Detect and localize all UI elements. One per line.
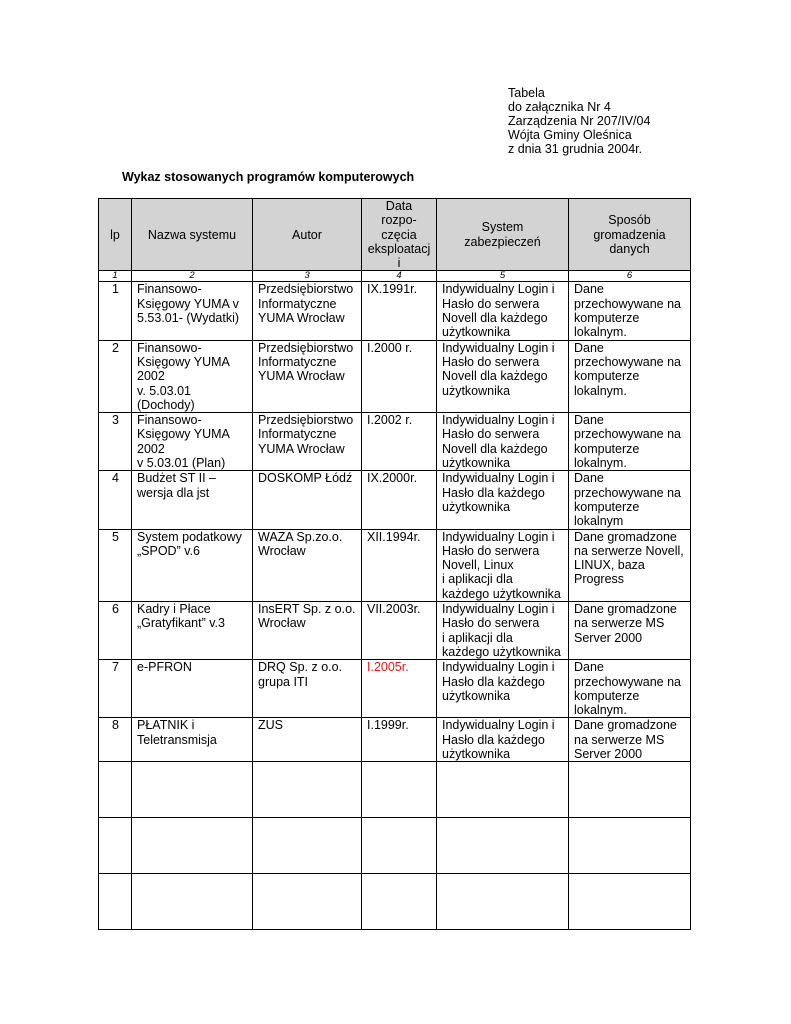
column-header-security — [437, 199, 569, 271]
cell-text: v. 5.03.01 — [137, 383, 191, 398]
cell-text: (Dochody) — [137, 397, 195, 412]
empty-cell — [132, 762, 253, 818]
cell-system-name — [132, 413, 253, 471]
empty-cell — [132, 818, 253, 874]
cell-security — [437, 413, 569, 471]
cell-text: Dane — [574, 282, 604, 297]
cell-author — [253, 471, 362, 529]
cell-text: Hasło do serwera — [442, 296, 540, 311]
cell-start-date — [362, 413, 437, 471]
empty-cell — [437, 762, 569, 818]
cell-text: IX.2000r. — [367, 471, 418, 486]
cell-text: Server 2000 — [574, 746, 643, 761]
cell-text: komputerze — [574, 311, 640, 326]
cell-text: lokalnym. — [574, 456, 627, 471]
cell-text: Hasło do serwera — [442, 354, 540, 369]
cell-start-date — [362, 718, 437, 762]
cell-lp — [99, 340, 132, 412]
cell-text: Novell dla każdego — [442, 369, 548, 384]
cell-text: Dane gromadzone — [574, 718, 677, 733]
empty-cell — [569, 818, 691, 874]
cell-lp — [99, 602, 132, 660]
cell-text: Księgowy YUMA — [137, 354, 230, 369]
cell-storage — [569, 718, 691, 762]
cell-text: ZUS — [258, 718, 283, 733]
cell-text: IX.1991r. — [367, 282, 418, 297]
empty-cell — [437, 874, 569, 930]
cell-text: Teletransmisja — [137, 732, 217, 747]
empty-row — [99, 762, 691, 818]
programs-table — [98, 198, 691, 930]
cell-text: Novell dla każdego — [442, 311, 548, 326]
cell-text: Dane — [574, 413, 604, 428]
cell-system-name — [132, 602, 253, 660]
cell-text: Kadry i Płace — [137, 602, 211, 617]
cell-text: Novell, Linux — [442, 558, 514, 573]
cell-text: przechowywane na — [574, 674, 682, 689]
empty-cell — [362, 818, 437, 874]
empty-row — [99, 818, 691, 874]
cell-text: Indywidualny Login i — [442, 660, 555, 675]
cell-text: 6 — [112, 602, 119, 617]
cell-text: komputerze — [574, 369, 640, 384]
cell-start-date — [362, 340, 437, 412]
cell-system-name — [132, 529, 253, 601]
cell-security — [437, 718, 569, 762]
cell-text: na serwerze MS — [574, 616, 665, 631]
column-header-name — [132, 199, 253, 271]
cell-text: LINUX, baza — [574, 558, 645, 573]
cell-text: i aplikacji dla — [442, 572, 513, 587]
cell-text: na serwerze MS — [574, 732, 665, 747]
cell-text: przechowywane na — [574, 427, 682, 442]
cell-text: Progress — [574, 572, 625, 587]
cell-start-date — [362, 602, 437, 660]
cell-text: Hasło do serwera — [442, 427, 540, 442]
cell-text: na serwerze Novell, — [574, 543, 684, 558]
cell-text: DOSKOMP Łódź — [258, 471, 353, 486]
empty-cell — [253, 762, 362, 818]
header-line: z dnia 31 grudnia 2004r. — [508, 142, 643, 156]
cell-text: System podatkowy — [137, 529, 242, 544]
cell-start-date — [362, 282, 437, 340]
cell-security — [437, 282, 569, 340]
cell-text: Informatyczne — [258, 296, 337, 311]
cell-security — [437, 340, 569, 412]
cell-text: Przedsiębiorstwo — [258, 340, 354, 355]
header-text: częcia — [381, 227, 417, 242]
column-number: 1 — [99, 271, 132, 282]
cell-system-name — [132, 282, 253, 340]
header-line: Wójta Gminy Oleśnica — [508, 128, 632, 142]
cell-text: I.2005r. — [367, 660, 409, 675]
empty-cell — [569, 762, 691, 818]
cell-lp — [99, 413, 132, 471]
cell-text: Hasło dla każdego — [442, 485, 545, 500]
empty-cell — [99, 818, 132, 874]
empty-cell — [99, 762, 132, 818]
cell-lp — [99, 718, 132, 762]
cell-text: Indywidualny Login i — [442, 529, 555, 544]
header-text: Sposób — [608, 213, 651, 228]
header-text: eksploatacj — [367, 241, 431, 256]
cell-author — [253, 718, 362, 762]
cell-start-date — [362, 660, 437, 718]
column-header-storage — [569, 199, 691, 271]
cell-text: Indywidualny Login i — [442, 471, 555, 486]
cell-storage — [569, 660, 691, 718]
document-title: Wykaz stosowanych programów komputerowych — [122, 170, 415, 184]
cell-system-name — [132, 471, 253, 529]
cell-text: Finansowo- — [137, 282, 202, 297]
cell-storage — [569, 340, 691, 412]
cell-text: Księgowy YUMA v — [137, 296, 239, 311]
cell-text: Dane — [574, 660, 604, 675]
cell-text: każdego użytkownika — [442, 586, 561, 601]
table-row — [99, 413, 691, 471]
cell-text: użytkownika — [442, 746, 511, 761]
table-row — [99, 340, 691, 412]
cell-text: DRQ Sp. z o.o. — [258, 660, 343, 675]
column-number: 5 — [437, 271, 569, 282]
cell-text: YUMA Wrocław — [258, 369, 345, 384]
header-text: Nazwa systemu — [147, 227, 237, 242]
cell-text: Finansowo- — [137, 340, 202, 355]
empty-row — [99, 874, 691, 930]
table-header — [99, 199, 691, 282]
empty-cell — [253, 818, 362, 874]
cell-system-name — [132, 660, 253, 718]
cell-text: 2002 — [137, 441, 165, 456]
table-row — [99, 282, 691, 340]
header-row — [99, 199, 691, 271]
cell-text: użytkownika — [442, 499, 511, 514]
cell-text: WAZA Sp.zo.o. — [258, 529, 343, 544]
cell-text: Informatyczne — [258, 427, 337, 442]
cell-text: VII.2003r. — [367, 602, 421, 617]
cell-text: Novell dla każdego — [442, 441, 548, 456]
cell-text: PŁATNIK i — [137, 718, 195, 733]
cell-text: 2002 — [137, 369, 165, 384]
cell-lp — [99, 471, 132, 529]
table-row — [99, 660, 691, 718]
cell-text: komputerze — [574, 499, 640, 514]
column-number-row — [99, 271, 691, 282]
column-number: 2 — [132, 271, 253, 282]
cell-text: Dane — [574, 340, 604, 355]
cell-security — [437, 471, 569, 529]
empty-cell — [362, 762, 437, 818]
cell-text: każdego użytkownika — [442, 644, 561, 659]
header-text: Autor — [292, 227, 322, 242]
cell-security — [437, 602, 569, 660]
header-line: Zarządzenia Nr 207/IV/04 — [508, 114, 651, 128]
cell-text: lokalnym. — [574, 703, 627, 718]
cell-lp — [99, 282, 132, 340]
header-text: i — [397, 256, 401, 271]
cell-text: i aplikacji dla — [442, 630, 513, 645]
cell-text: przechowywane na — [574, 485, 682, 500]
cell-author — [253, 602, 362, 660]
cell-text: Wrocław — [258, 616, 306, 631]
cell-text: e-PFRON — [137, 660, 192, 675]
cell-text: 5 — [112, 529, 119, 544]
cell-text: 2 — [112, 340, 119, 355]
cell-text: Indywidualny Login i — [442, 282, 555, 297]
table-body — [99, 282, 691, 930]
cell-storage — [569, 282, 691, 340]
cell-text: Budżet ST II – — [137, 471, 216, 486]
cell-system-name — [132, 718, 253, 762]
cell-text: lokalnym. — [574, 325, 627, 340]
table-row — [99, 529, 691, 601]
empty-cell — [437, 818, 569, 874]
empty-cell — [362, 874, 437, 930]
cell-text: 5.53.01- (Wydatki) — [137, 311, 240, 326]
cell-security — [437, 529, 569, 601]
cell-system-name — [132, 340, 253, 412]
cell-text: I.2002 r. — [367, 413, 413, 428]
empty-cell — [253, 874, 362, 930]
cell-text: InsERT Sp. z o.o. — [258, 602, 356, 617]
header-text: zabezpieczeń — [464, 234, 541, 249]
cell-text: Finansowo- — [137, 413, 202, 428]
cell-text: Indywidualny Login i — [442, 718, 555, 733]
cell-start-date — [362, 471, 437, 529]
cell-text: Dane — [574, 471, 604, 486]
table-row — [99, 718, 691, 762]
cell-text: Hasło dla każdego — [442, 674, 545, 689]
header-text: Data — [385, 199, 413, 213]
column-number: 6 — [569, 271, 691, 282]
cell-text: przechowywane na — [574, 354, 682, 369]
cell-text: I.1999r. — [367, 718, 409, 733]
table-row — [99, 602, 691, 660]
column-number: 4 — [362, 271, 437, 282]
header-text: danych — [609, 241, 650, 256]
empty-cell — [132, 874, 253, 930]
header-text: rozpo- — [381, 213, 417, 228]
cell-text: Hasło do serwera — [442, 616, 540, 631]
cell-start-date — [362, 529, 437, 601]
cell-storage — [569, 529, 691, 601]
cell-text: Wrocław — [258, 543, 306, 558]
column-number: 3 — [253, 271, 362, 282]
cell-author — [253, 529, 362, 601]
column-header-date — [362, 199, 437, 271]
empty-cell — [569, 874, 691, 930]
cell-text: grupa ITI — [258, 674, 309, 689]
cell-text: użytkownika — [442, 456, 511, 471]
cell-lp — [99, 529, 132, 601]
cell-text: Dane gromadzone — [574, 529, 677, 544]
column-header-author — [253, 199, 362, 271]
empty-cell — [99, 874, 132, 930]
cell-text: Indywidualny Login i — [442, 413, 555, 428]
cell-text: Indywidualny Login i — [442, 340, 555, 355]
cell-text: „Gratyfikant” v.3 — [137, 616, 225, 631]
cell-text: Indywidualny Login i — [442, 602, 555, 617]
cell-text: Przedsiębiorstwo — [258, 413, 354, 428]
cell-text: 8 — [112, 718, 119, 733]
cell-text: komputerze — [574, 688, 640, 703]
header-line: Tabela — [508, 86, 545, 100]
cell-text: XII.1994r. — [367, 529, 421, 544]
cell-security — [437, 660, 569, 718]
cell-text: Hasło dla każdego — [442, 732, 545, 747]
cell-text: przechowywane na — [574, 296, 682, 311]
cell-text: 7 — [112, 660, 119, 675]
cell-lp — [99, 660, 132, 718]
cell-text: 3 — [112, 413, 119, 428]
table-row — [99, 471, 691, 529]
cell-text: Księgowy YUMA — [137, 427, 230, 442]
cell-text: Dane gromadzone — [574, 602, 677, 617]
cell-text: lokalnym — [574, 514, 624, 529]
cell-text: wersja dla jst — [137, 485, 210, 500]
cell-text: komputerze — [574, 441, 640, 456]
cell-text: 4 — [112, 471, 119, 486]
cell-author — [253, 282, 362, 340]
cell-author — [253, 413, 362, 471]
cell-text: v 5.03.01 (Plan) — [137, 456, 226, 471]
header-text: lp — [110, 227, 120, 242]
cell-storage — [569, 413, 691, 471]
column-header-lp — [99, 199, 132, 271]
cell-text: „SPOD” v.6 — [137, 543, 200, 558]
cell-text: użytkownika — [442, 383, 511, 398]
cell-storage — [569, 471, 691, 529]
cell-text: YUMA Wrocław — [258, 311, 345, 326]
cell-text: Informatyczne — [258, 354, 337, 369]
header-line: do załącznika Nr 4 — [508, 100, 611, 114]
cell-author — [253, 660, 362, 718]
cell-text: I.2000 r. — [367, 340, 413, 355]
cell-text: YUMA Wrocław — [258, 441, 345, 456]
cell-text: Server 2000 — [574, 630, 643, 645]
cell-text: 1 — [112, 282, 119, 297]
document-header — [508, 86, 650, 156]
cell-text: Przedsiębiorstwo — [258, 282, 354, 297]
cell-text: lokalnym. — [574, 383, 627, 398]
header-text: gromadzenia — [593, 227, 666, 242]
header-text: System — [481, 220, 524, 235]
cell-storage — [569, 602, 691, 660]
cell-author — [253, 340, 362, 412]
cell-text: użytkownika — [442, 325, 511, 340]
cell-text: użytkownika — [442, 688, 511, 703]
cell-text: Hasło do serwera — [442, 543, 540, 558]
